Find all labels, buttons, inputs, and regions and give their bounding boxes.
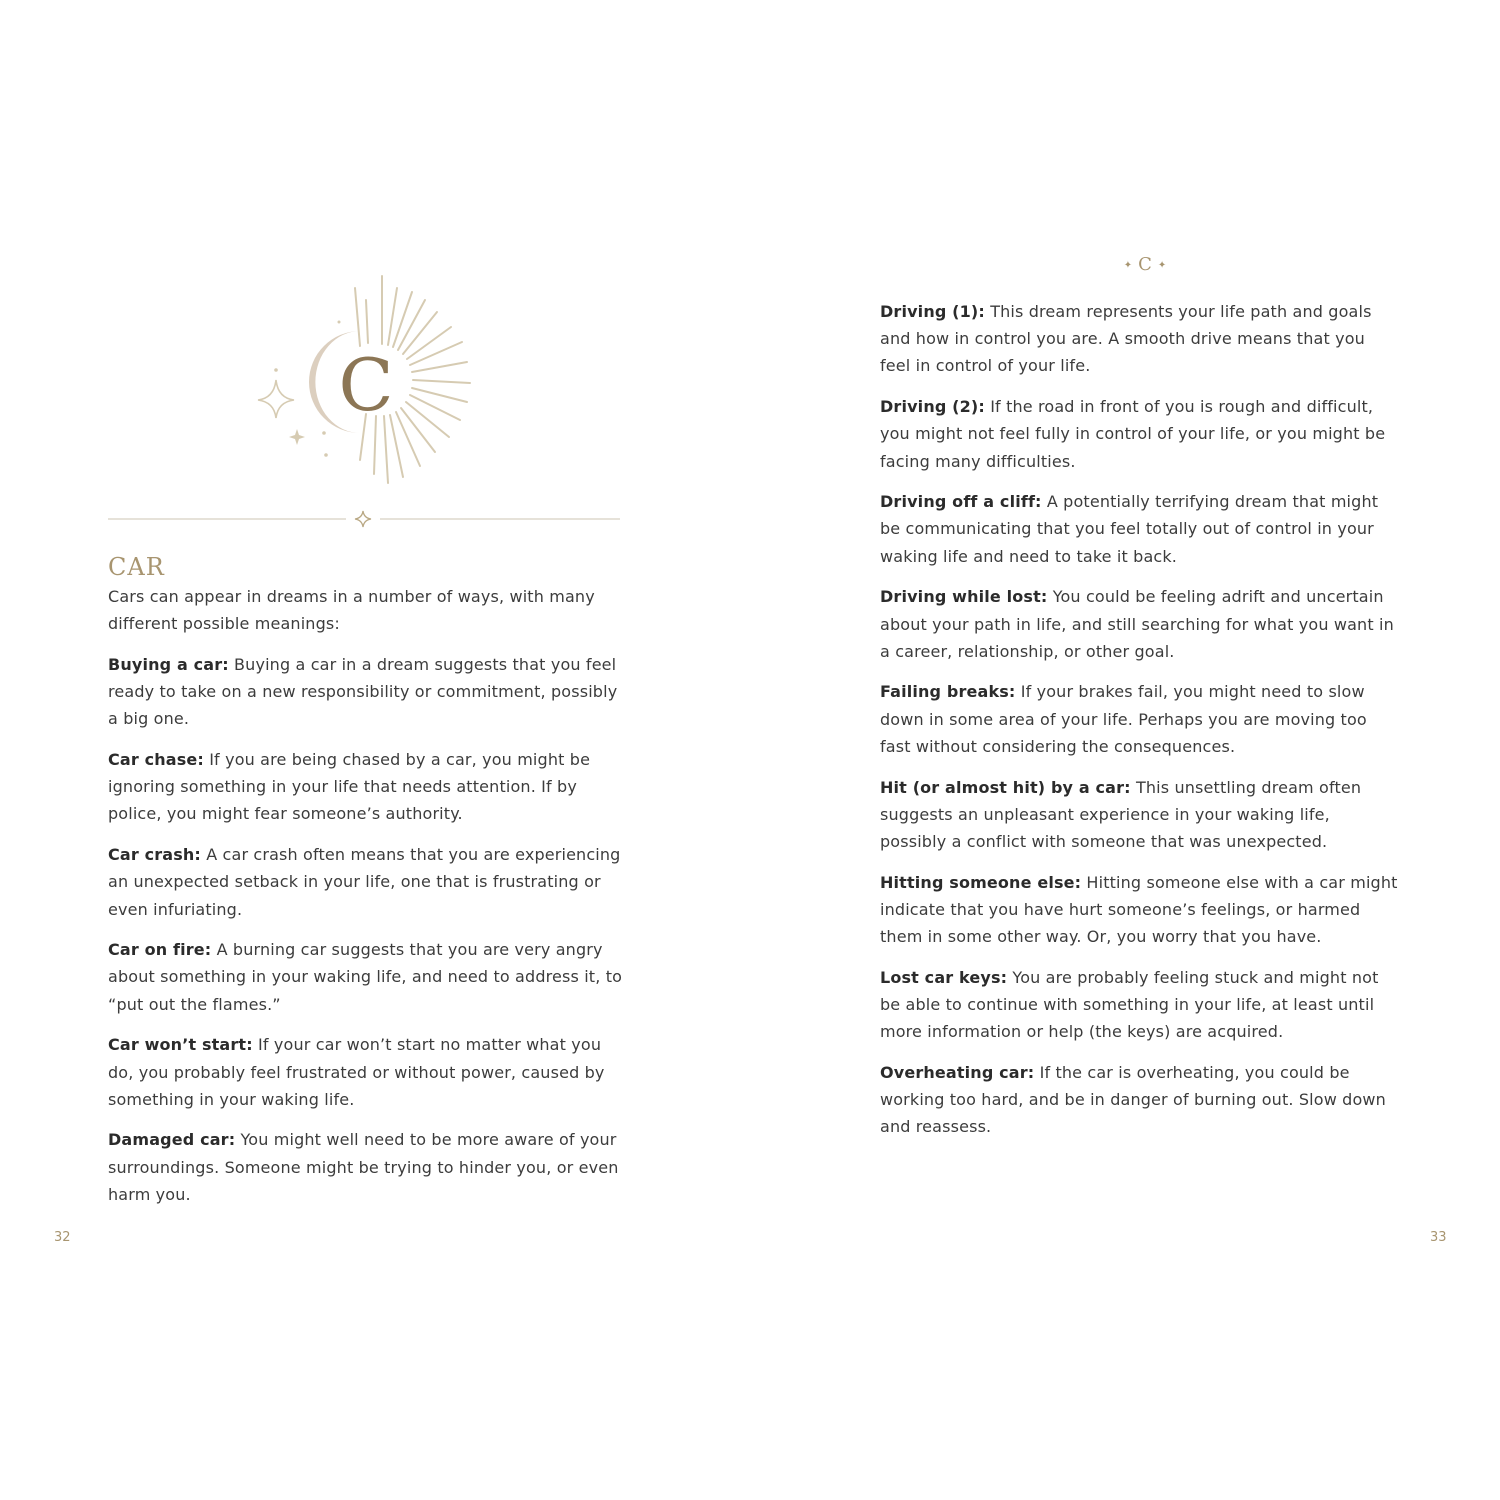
intro-paragraph: Cars can appear in dreams in a number of ways, with many different possible meanings:: [108, 587, 595, 634]
small-sparkle-icon: [289, 429, 305, 445]
small-star-icon: ✦: [1157, 259, 1167, 271]
entry-text: Hitting someone else with a car might indicate that you have hurt someone’s feelings, or harmed them in some other way. Or, you worry that you have.: [880, 872, 1398, 947]
page-number-left: 32: [54, 1230, 71, 1245]
entry-term: Failing breaks:: [880, 682, 1016, 702]
section-title: CAR: [108, 553, 165, 581]
entry-paragraph: [880, 774, 1400, 856]
entry-term: Damaged car:: [108, 1130, 236, 1150]
entry-text: A car crash often means that you are experiencing an unexpected setback in your life, one that is frustrating or even infuriating.: [108, 845, 621, 919]
entry-text: If the road in front of you is rough and difficult, you might not feel fully in control of your life, or you might be facing many difficulties.: [880, 397, 1386, 471]
star-dot: [338, 321, 341, 324]
entry-paragraph: [880, 393, 1400, 475]
right-column-text: [880, 298, 1400, 1154]
entry-text: If your car won’t start no matter what you do, you probably feel frustrated or without power, caused by something in your waking life.: [108, 1035, 605, 1109]
entry-paragraph: [108, 936, 626, 1018]
entry-paragraph: [108, 841, 626, 923]
entry-term: Car on fire:: [108, 940, 212, 960]
entry-text: If the car is overheating, you could be working too hard, and be in danger of burning out. Slow down and reassess.: [880, 1062, 1386, 1137]
running-head: [1105, 254, 1185, 275]
small-star-icon: ✦: [1123, 259, 1133, 271]
entry-term: Driving while lost:: [880, 587, 1048, 607]
page-number-right: 33: [1430, 1230, 1447, 1245]
ornamental-divider: [108, 508, 620, 528]
entry-term: Overheating car:: [880, 1062, 1035, 1082]
entry-term: Buying a car:: [108, 654, 229, 674]
entry-paragraph: [108, 1031, 626, 1113]
divider-star-icon: [355, 511, 371, 527]
entry-text: A potentially terrifying dream that might be communicating that you feel totally out of control in your waking life and need to take it back.: [880, 492, 1379, 566]
entry-text: You could be feeling adrift and uncertain about your path in life, and still searching for what you want in a career, relationship, or other goal.: [880, 587, 1394, 661]
entry-term: Driving off a cliff:: [880, 492, 1042, 512]
entry-text: You are probably feeling stuck and might not be able to continue with something in your life, at least until more information or help (the keys) are acquired.: [880, 967, 1379, 1042]
entry-paragraph: [880, 869, 1400, 951]
star-dot: [274, 368, 278, 372]
right-page: [750, 0, 1500, 1500]
entry-paragraph: [880, 583, 1400, 665]
entry-term: Car crash:: [108, 845, 201, 865]
crescent-moon-emblem-icon: [248, 268, 480, 490]
entry-term: Driving (2):: [880, 397, 985, 417]
entry-term: Lost car keys:: [880, 967, 1008, 987]
running-head-letter: C: [1138, 254, 1152, 275]
entry-paragraph: [880, 964, 1400, 1046]
entry-term: Hit (or almost hit) by a car:: [880, 777, 1131, 797]
entry-text: You might well need to be more aware of your surroundings. Someone might be trying to hinder you, or even harm you.: [108, 1130, 619, 1204]
entry-text: If you are being chased by a car, you might be ignoring something in your life that needs attention. If by police, you might fear someone’s authority.: [108, 750, 591, 824]
entry-paragraph: [108, 746, 626, 828]
entry-text: Buying a car in a dream suggests that you feel ready to take on a new responsibility or commitment, possibly a big one.: [108, 654, 618, 729]
entry-text: This dream represents your life path and goals and how in control you are. A smooth drive means that you feel in control of your life.: [880, 302, 1372, 376]
entry-text: A burning car suggests that you are very angry about something in your waking life, and need to address it, to “put out the flames.”: [108, 940, 623, 1014]
entry-paragraph: [880, 298, 1400, 380]
entry-paragraph: [108, 1126, 626, 1208]
large-sparkle-icon: [258, 380, 294, 418]
entry-term: Car chase:: [108, 750, 204, 770]
entry-term: Car won’t start:: [108, 1035, 253, 1055]
entry-paragraph: [880, 678, 1400, 760]
star-dot: [322, 431, 326, 435]
entry-paragraph: [880, 1059, 1400, 1141]
emblem-letter: C: [338, 343, 394, 427]
entry-text: If your brakes fail, you might need to slow down in some area of your life. Perhaps you are moving too fast without considering the consequences.: [880, 682, 1367, 756]
entry-term: Driving (1):: [880, 302, 985, 321]
star-dot: [324, 453, 328, 457]
entry-term: Hitting someone else:: [880, 872, 1082, 892]
left-column-text: [108, 583, 626, 1222]
entry-paragraph: [880, 488, 1400, 570]
entry-paragraph: [108, 651, 626, 733]
entry-text: This unsettling dream often suggests an unpleasant experience in your waking life, possibly a conflict with someone that was unexpected.: [880, 777, 1362, 851]
